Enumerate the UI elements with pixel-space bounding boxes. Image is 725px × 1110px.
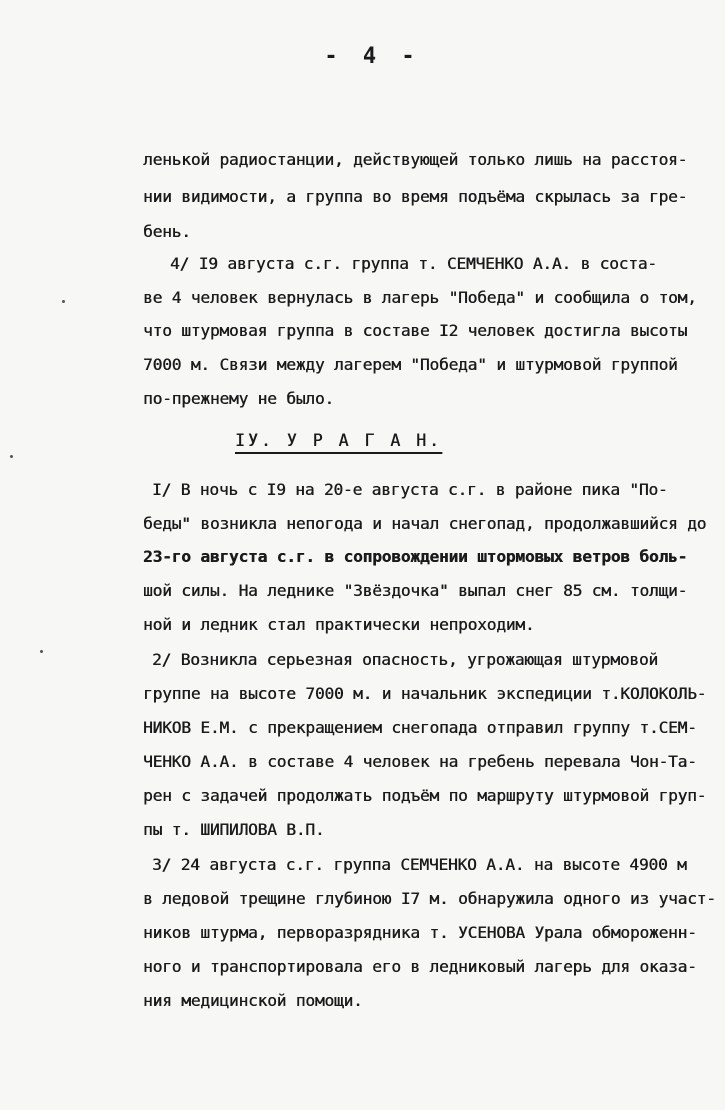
text-line: 4/ I9 августа с.г. группа т. СЕМЧЕНКО А.А. в соста-	[170, 254, 657, 273]
text-line: беды" возникла непогода и начал снегопад, продолжавшийся до	[143, 514, 707, 533]
text-line: ЧЕНКО А.А. в составе 4 человек на гребень перевала Чон-Та-	[143, 752, 697, 771]
page-number: - 4 -	[324, 44, 421, 69]
text-line: НИКОВ Е.М. с прекращением снегопада отправил группу т.СЕМ-	[143, 718, 697, 737]
text-line: 23-го августа с.г. в сопровождении штормовых ветров боль-	[143, 547, 688, 566]
text-line: по-прежнему не было.	[143, 389, 334, 408]
text-line: ния медицинской помощи.	[143, 991, 363, 1010]
text-line: ленькой радиостанции, действующей только лишь на расстоя-	[143, 150, 688, 169]
text-line: ве 4 человек вернулась в лагерь "Победа" и сообщила о том,	[143, 288, 697, 307]
text-line: нии видимости, а группа во время подъёма скрылась за гре-	[143, 187, 688, 206]
text-line: ного и транспортировала его в ледниковый лагерь для оказа-	[143, 957, 697, 976]
text-line: в ледовой трещине глубиною I7 м. обнаружила одного из участ-	[143, 889, 716, 908]
text-line: 2/ Возникла серьезная опасность, угрожающая штурмовой	[152, 650, 658, 669]
text-line: 3/ 24 августа с.г. группа СЕМЧЕНКО А.А. на высоте 4900 м	[152, 855, 687, 874]
scan-speck	[40, 650, 43, 653]
scan-speck	[62, 300, 65, 303]
text-line: I/ В ночь с I9 на 20-е августа с.г. в районе пика "По-	[152, 480, 668, 499]
text-line: рен с задачей продолжать подъём по маршруту штурмовой груп-	[143, 786, 707, 805]
text-line: 7000 м. Связи между лагерем "Победа" и штурмовой группой	[143, 355, 678, 374]
text-line: бень.	[143, 222, 191, 241]
text-line: что штурмовая группа в составе I2 человек достигла высоты	[143, 321, 688, 340]
scan-speck	[10, 455, 13, 458]
text-line: пы т. ШИПИЛОВА В.П.	[143, 820, 325, 839]
text-line: ников штурма, перворазрядника т. УСЕНОВА Урала обмороженн-	[143, 923, 697, 942]
text-line: шой силы. На леднике "Звёздочка" выпал снег 85 см. толщи-	[143, 581, 688, 600]
text-line: ной и ледник стал практически непроходим.	[143, 615, 535, 634]
text-line: группе на высоте 7000 м. и начальник экспедиции т.КОЛОКОЛЬ-	[143, 684, 707, 703]
section-heading: IУ. У Р А Г А Н.	[235, 431, 442, 450]
